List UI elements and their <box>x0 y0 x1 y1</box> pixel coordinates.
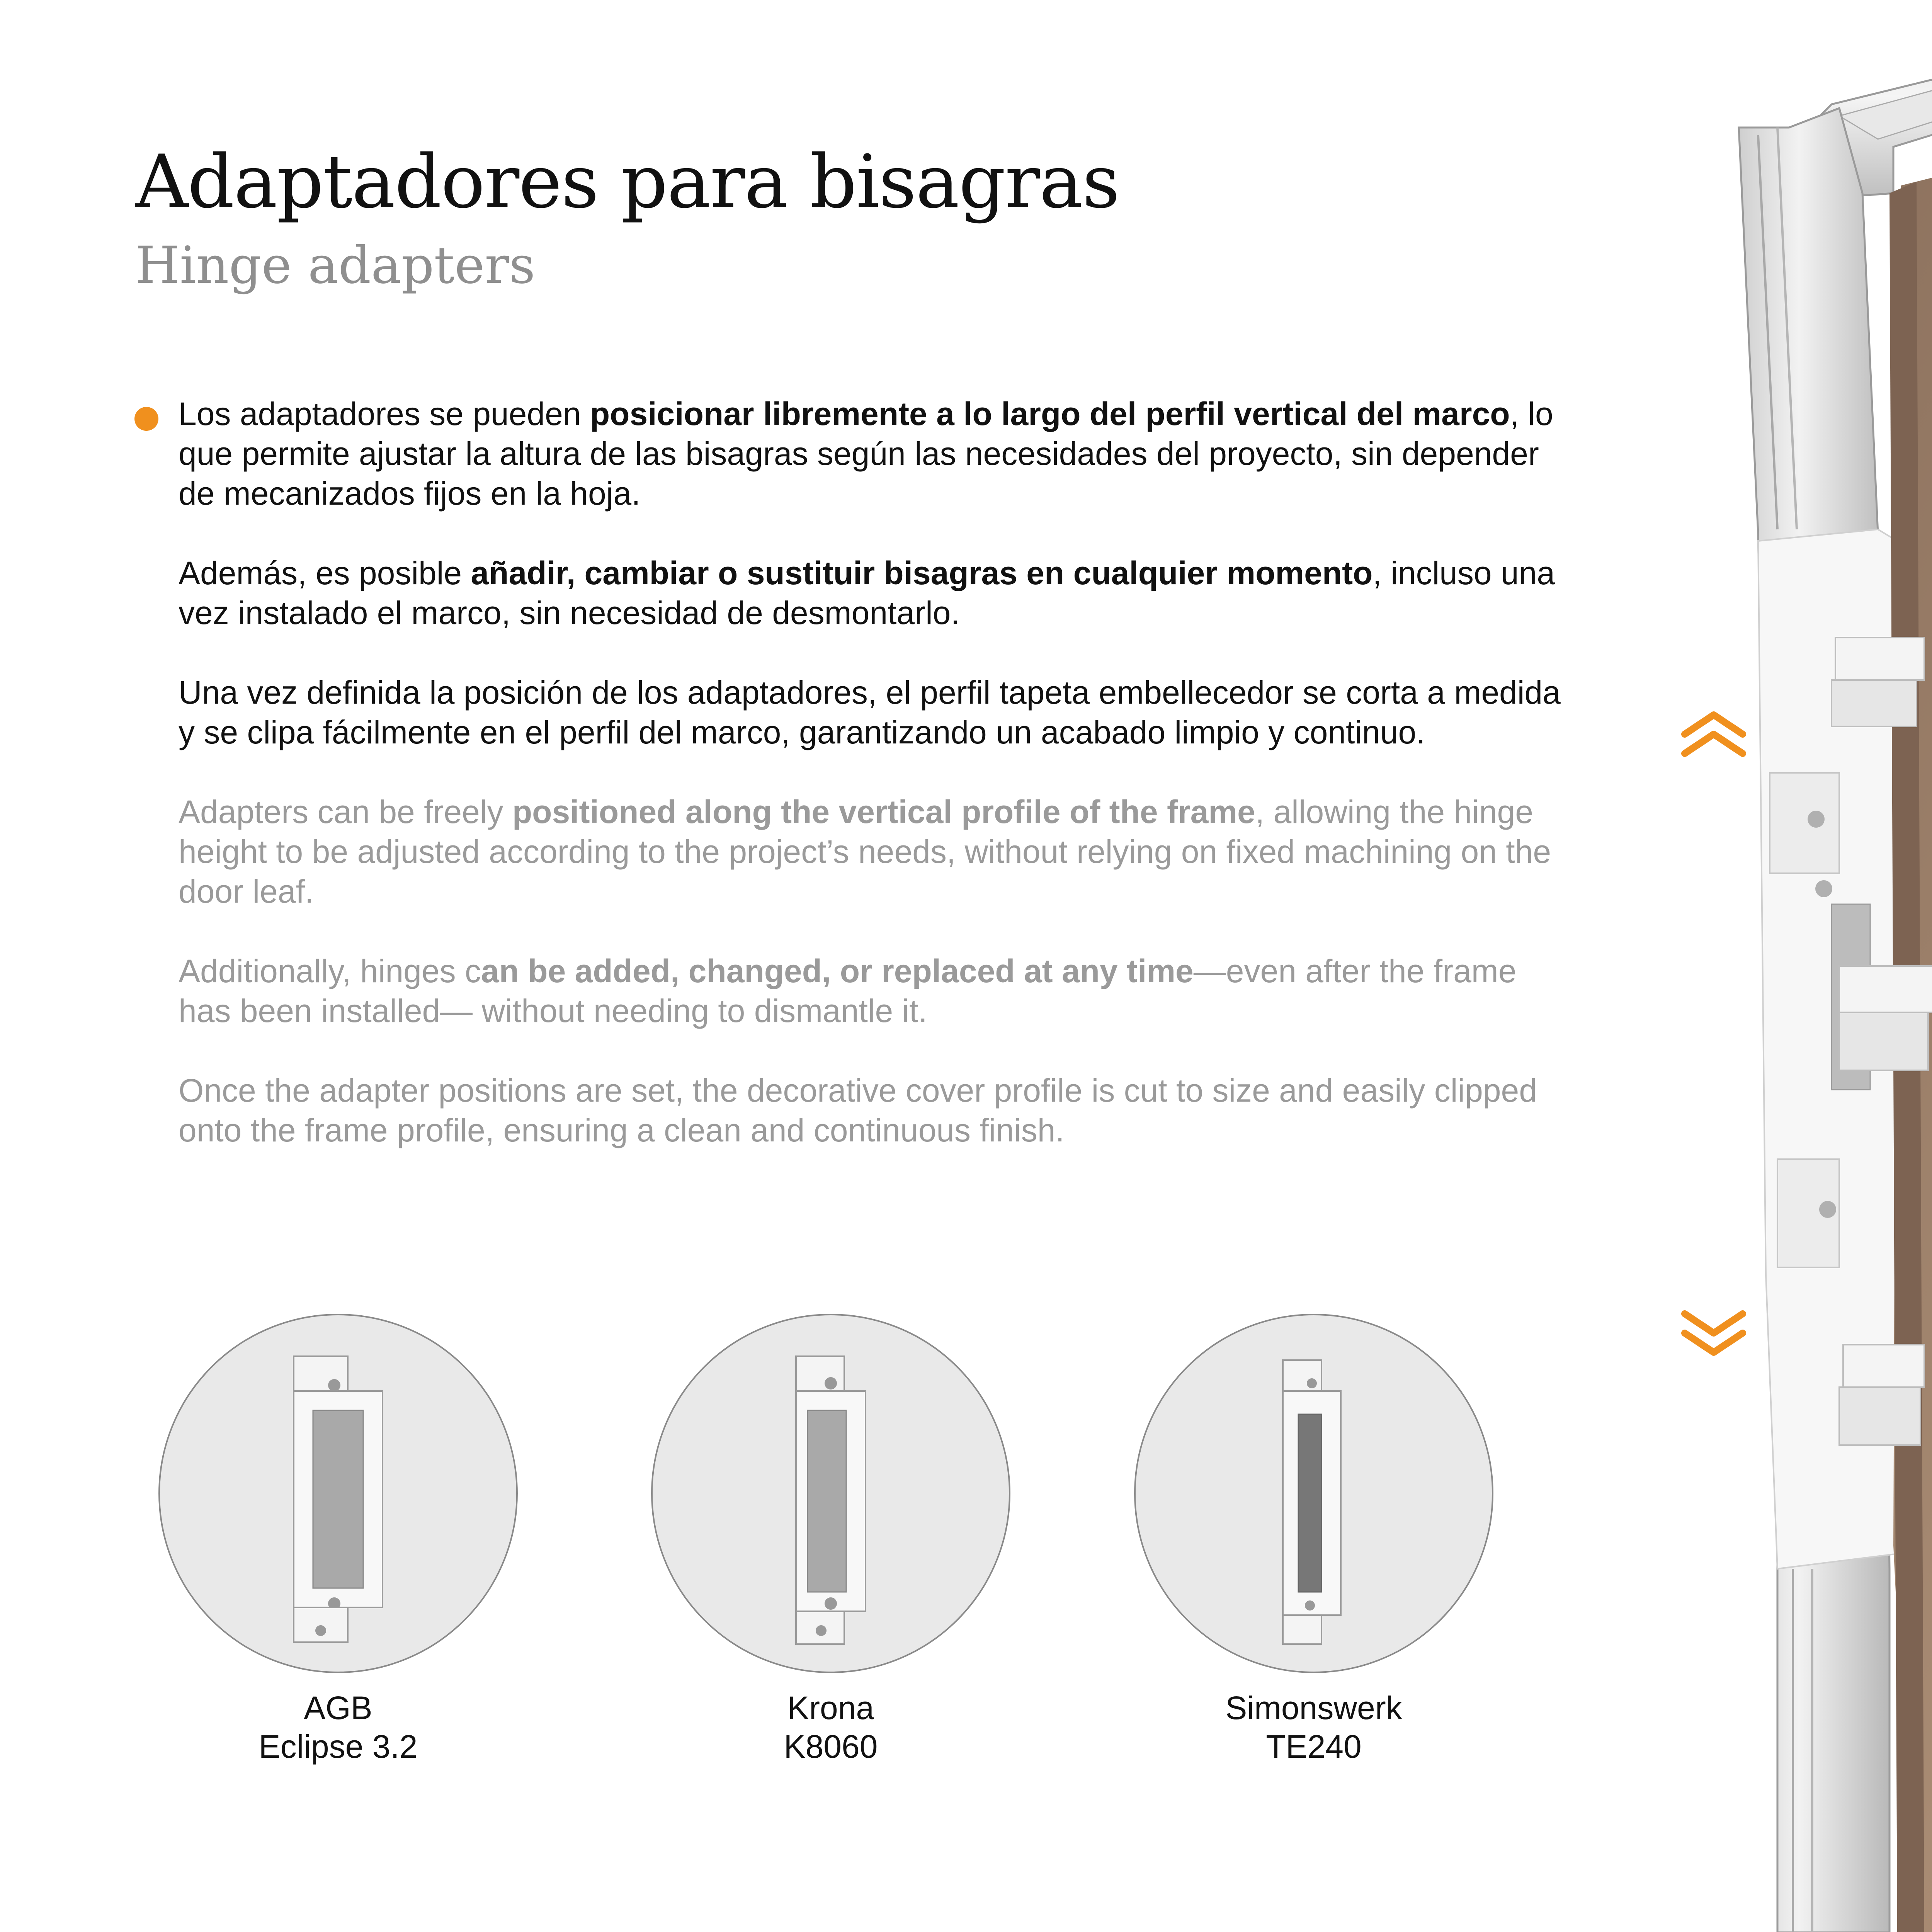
paragraph-en-1: Adapters can be freely positioned along the vertical profile of the frame, allowing the hinge height to be adjusted according to the project’s needs, without relying on fixed machining on the door leaf. <box>179 794 1551 910</box>
door-hinge <box>1839 1387 1920 1445</box>
door-hinge <box>1839 1012 1928 1070</box>
paragraph-es-2: Además, es posible añadir, cambiar o sustituir bisagras en cualquier momento, incluso una vez instalado el marco, sin necesidad de desmontarlo. <box>179 555 1555 631</box>
door-hinge <box>1835 638 1924 680</box>
chevron-down-icon <box>1685 1314 1743 1352</box>
hinge-brand: Krona <box>787 1690 874 1726</box>
hinge-adapter-icon <box>1134 1314 1493 1673</box>
door-hinge <box>1832 680 1917 726</box>
page-title: Adaptadores para bisagras <box>135 139 1119 224</box>
paragraph-en-3: Once the adapter positions are set, the decorative cover profile is cut to size and easily clipped onto the frame profile, ensuring a clean and continuous finish. <box>179 1072 1537 1148</box>
paragraph-es-1: Los adaptadores se pueden posicionar libremente a lo largo del perfil vertical del marco, lo que permite ajustar la altura de las bisagras según las necesidades del proyecto, sin depender de mecanizados fijos en la hoja. <box>179 396 1553 512</box>
hinge-brand: Simonswerk <box>1225 1690 1402 1726</box>
chevron-up-icon <box>1685 715 1743 753</box>
door-hinge <box>1843 1345 1924 1387</box>
description-text <box>179 394 1570 1190</box>
paragraph-es-3: Una vez definida la posición de los adaptadores, el perfil tapeta embellecedor se corta a medida y se clipa fácilmente en el perfil del marco, garantizando un acabado limpio y continuo. <box>179 674 1561 750</box>
hinge-adapter-block <box>1770 773 1839 873</box>
page-subtitle: Hinge adapters <box>135 236 536 295</box>
hinge-model: TE240 <box>1266 1728 1362 1765</box>
hinge-adapter-icon <box>651 1314 1010 1673</box>
hinge-model: K8060 <box>784 1728 878 1765</box>
screw-icon <box>1819 1201 1836 1218</box>
door-hinge <box>1839 966 1932 1012</box>
hinge-adapter-icon <box>158 1314 518 1673</box>
screw-icon <box>1808 811 1825 828</box>
hinge-model: Eclipse 3.2 <box>259 1728 418 1765</box>
orange-bullet-icon <box>134 407 158 431</box>
door-frame-illustration <box>1662 0 1932 1932</box>
paragraph-en-2: Additionally, hinges can be added, changed, or replaced at any time—even after the frame has been installed— without needing to dismantle it. <box>179 953 1517 1029</box>
hinge-brand: AGB <box>304 1690 372 1726</box>
screw-icon <box>1815 880 1832 897</box>
frame-top-rail-inner <box>1839 0 1932 139</box>
